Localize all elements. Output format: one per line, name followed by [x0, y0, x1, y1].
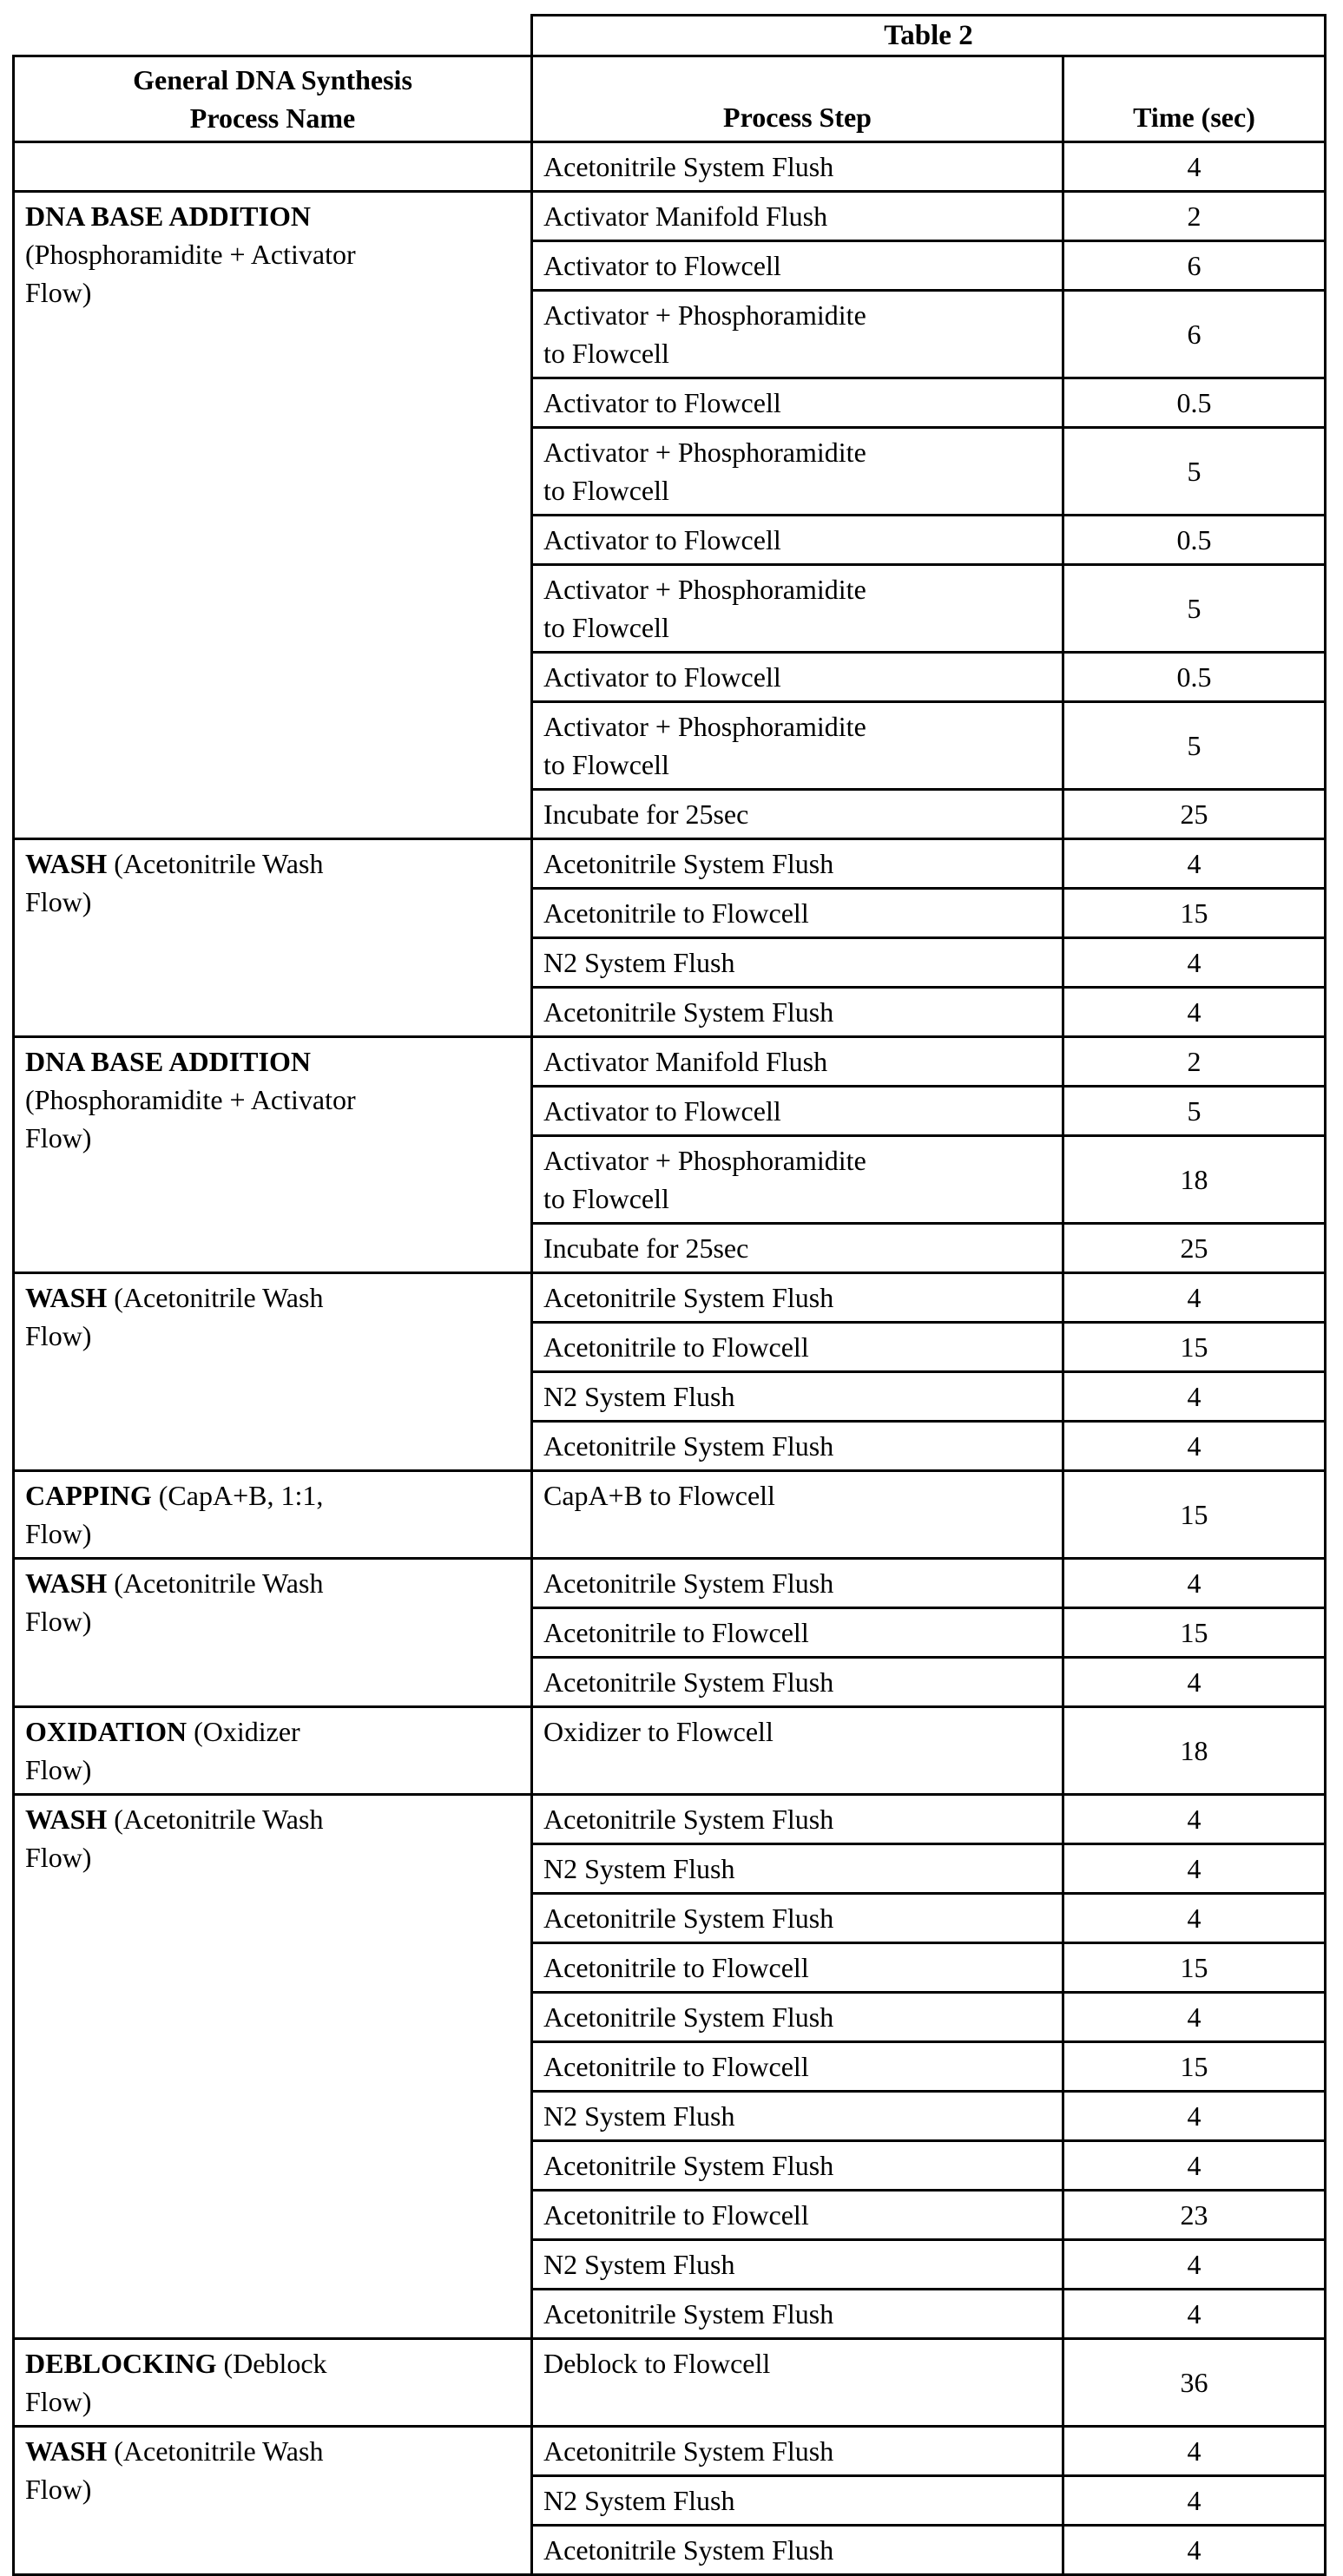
time-cell: 4 [1063, 2141, 1326, 2191]
process-name: DNA BASE ADDITION [25, 1046, 311, 1077]
process-name-detail: (Acetonitrile Wash Flow) [25, 848, 324, 917]
time-cell: 4 [1063, 1993, 1326, 2042]
table-row [14, 1471, 1326, 1559]
process-step-cell: Acetonitrile System Flush [532, 2141, 1063, 2191]
process-step-cell: Acetonitrile System Flush [532, 1559, 1063, 1608]
process-name-cell [14, 1795, 532, 2339]
process-step-cell: Acetonitrile System Flush [532, 1658, 1063, 1707]
process-name: WASH [25, 1804, 108, 1835]
col-header-process-name-line1: General DNA Synthesis [133, 64, 412, 95]
process-step-cell: Activator + Phosphoramidite to Flowcell [532, 702, 1063, 790]
table-title: Table 2 [532, 16, 1326, 56]
process-step-cell: Acetonitrile to Flowcell [532, 2191, 1063, 2240]
process-name-cell [14, 1273, 532, 1471]
time-cell: 36 [1063, 2339, 1326, 2427]
process-step-cell: N2 System Flush [532, 2240, 1063, 2290]
process-name-cell [14, 1559, 532, 1707]
time-cell: 4 [1063, 1273, 1326, 1323]
process-name: WASH [25, 1282, 108, 1313]
table-row [14, 839, 1326, 889]
time-cell: 4 [1063, 2092, 1326, 2141]
table-body [14, 142, 1326, 2575]
process-step-cell: Activator + Phosphoramidite to Flowcell [532, 1136, 1063, 1224]
time-cell: 5 [1063, 702, 1326, 790]
process-step-cell: Acetonitrile System Flush [532, 2427, 1063, 2476]
time-cell: 2 [1063, 192, 1326, 241]
time-cell: 4 [1063, 2526, 1326, 2575]
time-cell: 4 [1063, 1559, 1326, 1608]
time-cell: 18 [1063, 1136, 1326, 1224]
process-step-cell: N2 System Flush [532, 1844, 1063, 1894]
process-name: DEBLOCKING [25, 2348, 217, 2379]
time-cell: 4 [1063, 2427, 1326, 2476]
process-name-cell [14, 192, 532, 839]
time-cell: 4 [1063, 1894, 1326, 1943]
col-header-process-name [14, 56, 532, 142]
process-step-cell: Incubate for 25sec [532, 790, 1063, 839]
time-cell: 0.5 [1063, 378, 1326, 428]
process-step-cell: Acetonitrile to Flowcell [532, 1323, 1063, 1372]
process-name-cell [14, 1037, 532, 1273]
time-cell: 5 [1063, 565, 1326, 653]
process-name: WASH [25, 1567, 108, 1599]
process-step-cell: N2 System Flush [532, 2092, 1063, 2141]
process-step-cell: Acetonitrile System Flush [532, 2290, 1063, 2339]
process-step-cell: N2 System Flush [532, 1372, 1063, 1422]
time-cell: 0.5 [1063, 653, 1326, 702]
process-name-detail: (Acetonitrile Wash Flow) [25, 1567, 324, 1637]
time-cell: 15 [1063, 1323, 1326, 1372]
process-step-cell: Oxidizer to Flowcell [532, 1707, 1063, 1795]
process-step-cell: Acetonitrile System Flush [532, 142, 1063, 192]
process-step-cell: Acetonitrile System Flush [532, 1422, 1063, 1471]
table-row [14, 1559, 1326, 1608]
process-step-cell: Acetonitrile System Flush [532, 1993, 1063, 2042]
process-step-cell: Activator to Flowcell [532, 378, 1063, 428]
time-cell: 15 [1063, 1471, 1326, 1559]
process-step-cell: Acetonitrile System Flush [532, 1795, 1063, 1844]
process-step-cell: Incubate for 25sec [532, 1224, 1063, 1273]
dna-synthesis-process-table [12, 14, 1327, 2576]
process-name-cell [14, 2427, 532, 2575]
time-cell: 18 [1063, 1707, 1326, 1795]
process-step-cell: Activator to Flowcell [532, 241, 1063, 291]
process-name-detail: (Deblock Flow) [25, 2348, 327, 2417]
time-cell: 5 [1063, 1087, 1326, 1136]
time-cell: 0.5 [1063, 516, 1326, 565]
time-cell: 4 [1063, 839, 1326, 889]
process-name-detail: (Acetonitrile Wash Flow) [25, 1804, 324, 1873]
process-step-cell: Acetonitrile to Flowcell [532, 1608, 1063, 1658]
process-step-cell: Acetonitrile System Flush [532, 988, 1063, 1037]
col-header-process-step: Process Step [532, 56, 1063, 142]
col-header-time: Time (sec) [1063, 56, 1326, 142]
process-name-detail: (Acetonitrile Wash Flow) [25, 1282, 324, 1351]
process-name-detail: (Oxidizer Flow) [25, 1716, 300, 1785]
top-left-spacer [14, 16, 532, 56]
time-cell: 4 [1063, 1422, 1326, 1471]
time-cell: 2 [1063, 1037, 1326, 1087]
table-row [14, 1273, 1326, 1323]
process-name-detail: (Acetonitrile Wash Flow) [25, 2435, 324, 2505]
table-row [14, 1037, 1326, 1087]
time-cell: 6 [1063, 291, 1326, 378]
process-name: WASH [25, 2435, 108, 2467]
process-step-cell: Activator + Phosphoramidite to Flowcell [532, 291, 1063, 378]
table-row [14, 192, 1326, 241]
table-row [14, 1707, 1326, 1795]
time-cell: 4 [1063, 938, 1326, 988]
time-cell: 15 [1063, 2042, 1326, 2092]
process-step-cell: Activator Manifold Flush [532, 192, 1063, 241]
time-cell: 15 [1063, 1608, 1326, 1658]
process-name: DNA BASE ADDITION [25, 200, 311, 232]
time-cell: 25 [1063, 1224, 1326, 1273]
column-header-row [14, 56, 1326, 142]
process-step-cell: Acetonitrile to Flowcell [532, 2042, 1063, 2092]
time-cell: 25 [1063, 790, 1326, 839]
time-cell: 4 [1063, 2476, 1326, 2526]
time-cell: 6 [1063, 241, 1326, 291]
process-step-cell: Deblock to Flowcell [532, 2339, 1063, 2427]
process-name-cell [14, 839, 532, 1037]
process-step-cell: Activator Manifold Flush [532, 1037, 1063, 1087]
process-name-cell [14, 142, 532, 192]
time-cell: 15 [1063, 889, 1326, 938]
process-name-cell [14, 2339, 532, 2427]
process-name: OXIDATION [25, 1716, 188, 1747]
time-cell: 23 [1063, 2191, 1326, 2240]
process-step-cell: Acetonitrile System Flush [532, 839, 1063, 889]
process-step-cell: N2 System Flush [532, 938, 1063, 988]
process-step-cell: CapA+B to Flowcell [532, 1471, 1063, 1559]
process-step-cell: Acetonitrile System Flush [532, 1894, 1063, 1943]
table-row [14, 2427, 1326, 2476]
process-step-cell: Activator + Phosphoramidite to Flowcell [532, 565, 1063, 653]
process-name-detail: (Phosphoramidite + Activator Flow) [25, 1084, 356, 1153]
process-name-cell [14, 1707, 532, 1795]
time-cell: 5 [1063, 428, 1326, 516]
table-head [14, 16, 1326, 142]
process-step-cell: Activator to Flowcell [532, 653, 1063, 702]
time-cell: 4 [1063, 2240, 1326, 2290]
process-step-cell: Activator + Phosphoramidite to Flowcell [532, 428, 1063, 516]
process-step-cell: Activator to Flowcell [532, 1087, 1063, 1136]
col-header-process-name-line2: Process Name [189, 102, 356, 134]
table-row [14, 142, 1326, 192]
process-step-cell: Acetonitrile System Flush [532, 2526, 1063, 2575]
time-cell: 4 [1063, 1658, 1326, 1707]
process-step-cell: Acetonitrile to Flowcell [532, 889, 1063, 938]
time-cell: 4 [1063, 988, 1326, 1037]
process-name: WASH [25, 848, 108, 879]
process-name-detail: (CapA+B, 1:1, Flow) [25, 1480, 324, 1549]
table-title-row [14, 16, 1326, 56]
time-cell: 4 [1063, 1844, 1326, 1894]
process-step-cell: Acetonitrile System Flush [532, 1273, 1063, 1323]
process-name-detail: (Phosphoramidite + Activator Flow) [25, 239, 356, 308]
time-cell: 4 [1063, 142, 1326, 192]
time-cell: 4 [1063, 1372, 1326, 1422]
table-row [14, 1795, 1326, 1844]
time-cell: 4 [1063, 2290, 1326, 2339]
time-cell: 4 [1063, 1795, 1326, 1844]
process-step-cell: Acetonitrile to Flowcell [532, 1943, 1063, 1993]
process-name-cell [14, 1471, 532, 1559]
table-row [14, 2339, 1326, 2427]
process-name: CAPPING [25, 1480, 152, 1511]
time-cell: 15 [1063, 1943, 1326, 1993]
process-step-cell: Activator to Flowcell [532, 516, 1063, 565]
process-step-cell: N2 System Flush [532, 2476, 1063, 2526]
